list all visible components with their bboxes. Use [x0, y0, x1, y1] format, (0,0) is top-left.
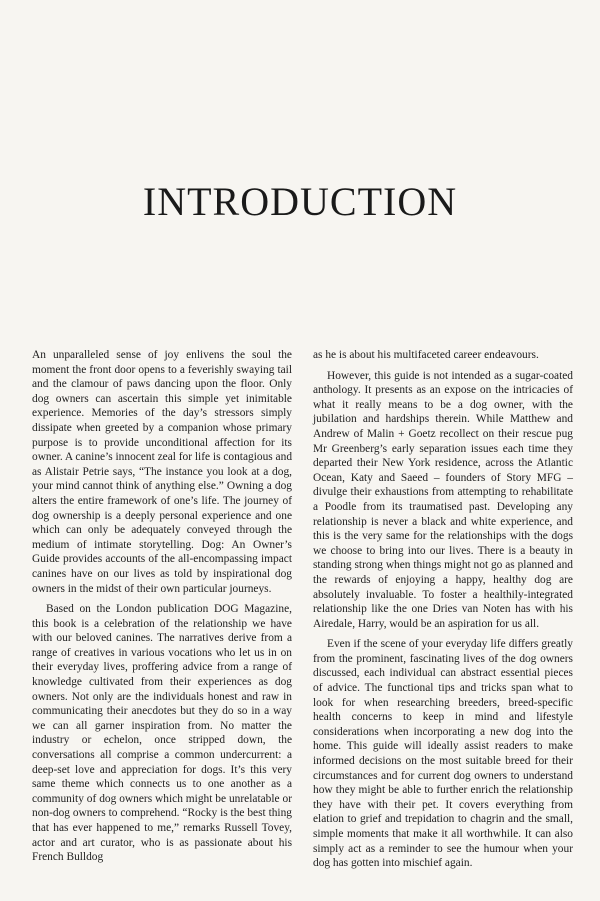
right-column [313, 348, 573, 877]
paragraph-continuation: as he is about his multifaceted career endeavours. [313, 349, 539, 361]
paragraph: An unparalleled sense of joy enlivens the soul the moment the front door opens to a feverishly swaying tail and the clamour of paws dancing upon the floor. Only dog owners can ascertain this simple yet inimitable experience. Memories of the day’s stressors simply dissipate when greeted by a companion whose primary purpose is to provide unconditional affection for its owner. A canine’s innocent zeal for life is contagious and as Alistair Petrie says, “The instance you look at a dog, your mind cannot think of anything else.” Owning a dog alters the entire framework of one’s life. The journey of dog ownership is a deeply personal experience and one which can only be adequately conveyed through the medium of intimate storytelling. Dog: An Owner’s Guide provides accounts of the all-encompassing impact canines have on our lives as told by inspirational dog owners in the midst of their own particular journeys. [32, 349, 293, 595]
paragraph: Even if the scene of your everyday life differs greatly from the prominent, fascinating lives of the dog owners discussed, each individual can abstract essential pieces of advice. The functional tips and tricks span what to look for when researching breeders, breed-specific health concerns to keep in mind and lifestyle considerations when incorporating a new dog into the home. This guide will ideally assist readers to make informed decisions on the most suitable breed for their circumstances and for current dog owners to understand how they might be able to further enrich the relationship they have with their pet. It covers everything from elation to grief and trepidation to chagrin and the small, simple moments that make it all worthwhile. It can also simply act as a reminder to see the humour when your dog has gotten into mischief again. [313, 638, 573, 870]
paragraph: However, this guide is not intended as a sugar-coated anthology. It presents as an expose on the intricacies of what it really means to be a dog owner, with the jubilation and hardships therein. While Matthew and Andrew of Malin + Goetz recollect on their rescue pug Mr Greenberg’s early separation issues each time they departed their New York residence, across the Atlantic Ocean, Katy and Saeed – founders of Story MFG – divulge their exhaustions from attempting to rehabilitate a Poodle from its traumatised past. Developing any relationship is never a black and white experience, and this is the very same for the relationships with the dogs we choose to bring into our lives. There is a beauty in standing strong when things might not go as planned and the rewards of enjoying a happy, healthy dog are absolutely invaluable. To foster a healthily-integrated relationship like the one Dries van Noten has with his Airedale, Harry, would be an aspiration for us all. [313, 369, 573, 630]
paragraph: Based on the London publication DOG Magazine, this book is a celebration of the relationship we have with our beloved canines. The narratives derive from a range of creatives in various vocations who let us in on their everyday lives, proffering advice from a range of knowledge cultivated from their experiences as dog owners. Not only are the individuals honest and raw in communicating their anecdotes but they do so in a way we can all garner inspiration from. No matter the industry or echelon, once stripped down, the conversations all comprise a common undercurrent: a deep-set love and appreciation for dogs. It’s this very same theme which connects us to one another as a community of dog owners which might be unrelatable or non-dog owners to comprehend. “Rocky is the best thing that has ever happened to me,” remarks Russell Tovey, actor and art curator, who is as passionate about his French Bulldog [32, 603, 292, 864]
body-text-columns [32, 348, 573, 877]
left-column [32, 348, 292, 877]
chapter-title: INTRODUCTION [142, 179, 458, 224]
